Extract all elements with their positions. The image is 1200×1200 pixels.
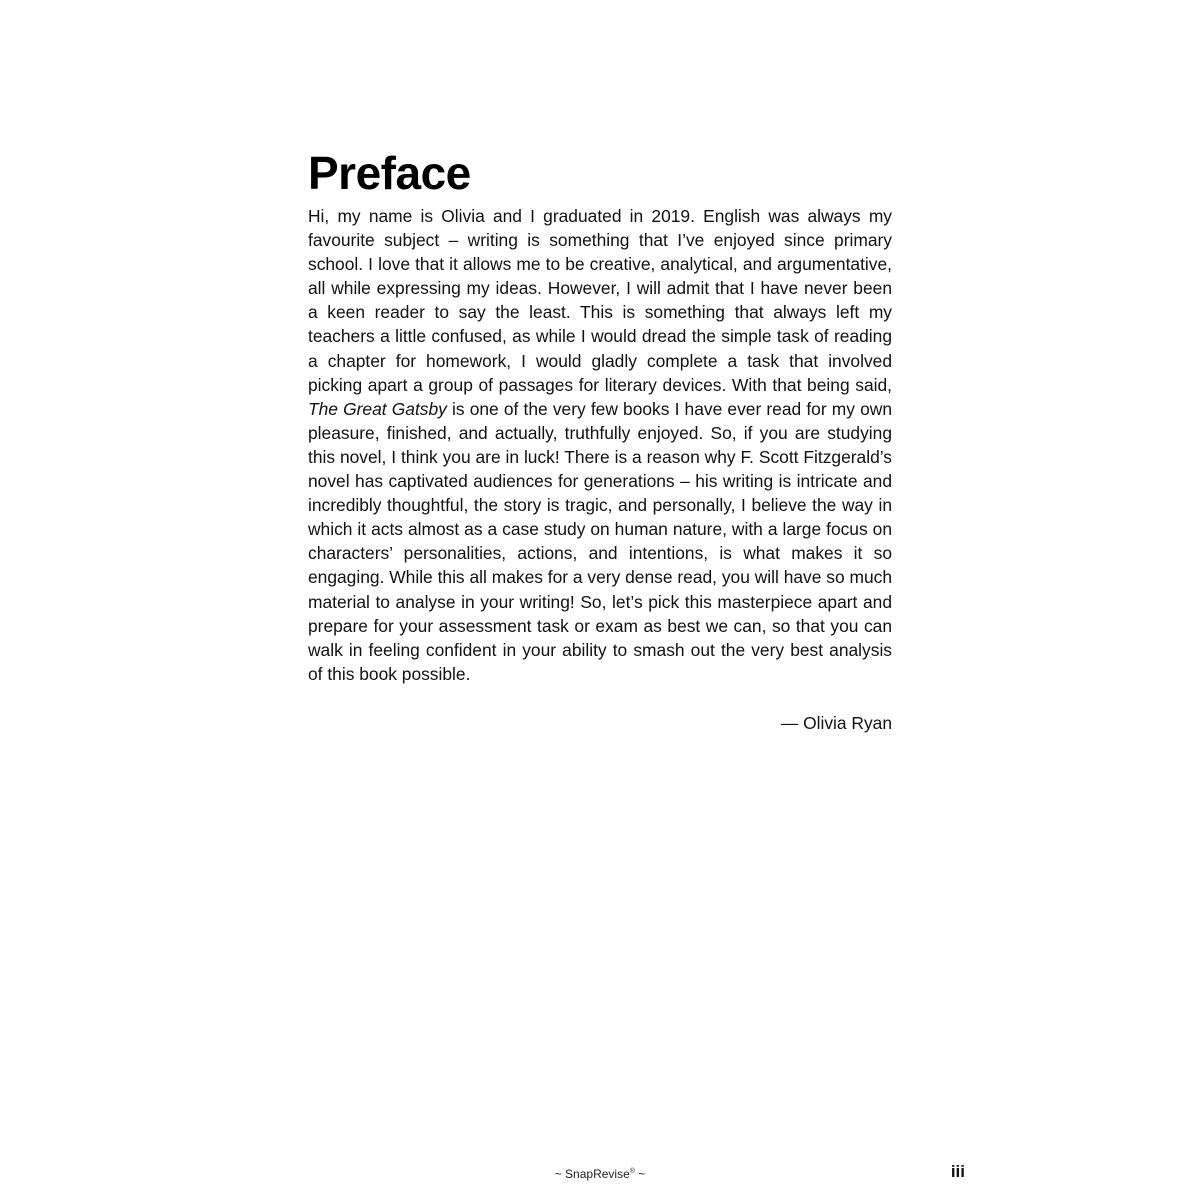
- footer-brand-name: SnapRevise: [565, 1167, 630, 1181]
- page-number: iii: [950, 1162, 965, 1181]
- footer-brand-prefix: ~: [554, 1167, 566, 1181]
- page-title: Preface: [308, 147, 471, 199]
- preface-paragraph: [308, 204, 892, 686]
- preface-text-part-1: Hi, my name is Olivia and I graduated in 2019. English was always my favourite subject – writing is something that I’ve enjoyed since primary school. I love that it allows me to be creative, analytical, and argumentative, all while expressing my ideas. However, I will admit that I have never been a keen reader to say the least. This is something that always left my teachers a little confused, as while I would dread the simple task of reading a chapter for homework, I would gladly complete a task that involved picking apart a group of passages for literary devices. With that being said,: [308, 206, 892, 395]
- author-signature: — Olivia Ryan: [780, 713, 892, 733]
- footer-brand: [450, 1164, 750, 1182]
- book-title-italic: The Great Gatsby: [308, 398, 447, 419]
- registered-mark: ®: [629, 1168, 635, 1175]
- preface-text-part-2: is one of the very few books I have ever read for my own pleasure, finished, and actually, truthfully enjoyed. So, if you are studying this novel, I think you are in luck! There is a reason why F. Scott Fitzgerald’s novel has captivated audiences for generations – his writing is intricate and incredibly thoughtful, the story is tragic, and personally, I believe the way in which it acts almost as a case study on human nature, with a large focus on characters’ personalities, actions, and intentions, is what makes it so engaging. While this all makes for a very dense read, you will have so much material to analyse in your writing! So, let’s pick this masterpiece apart and prepare for your assessment task or exam as best we can, so that you can walk in feeling confident in your ability to smash out the very best analysis of this book possible.: [308, 398, 892, 684]
- footer-brand-suffix: ~: [634, 1167, 646, 1181]
